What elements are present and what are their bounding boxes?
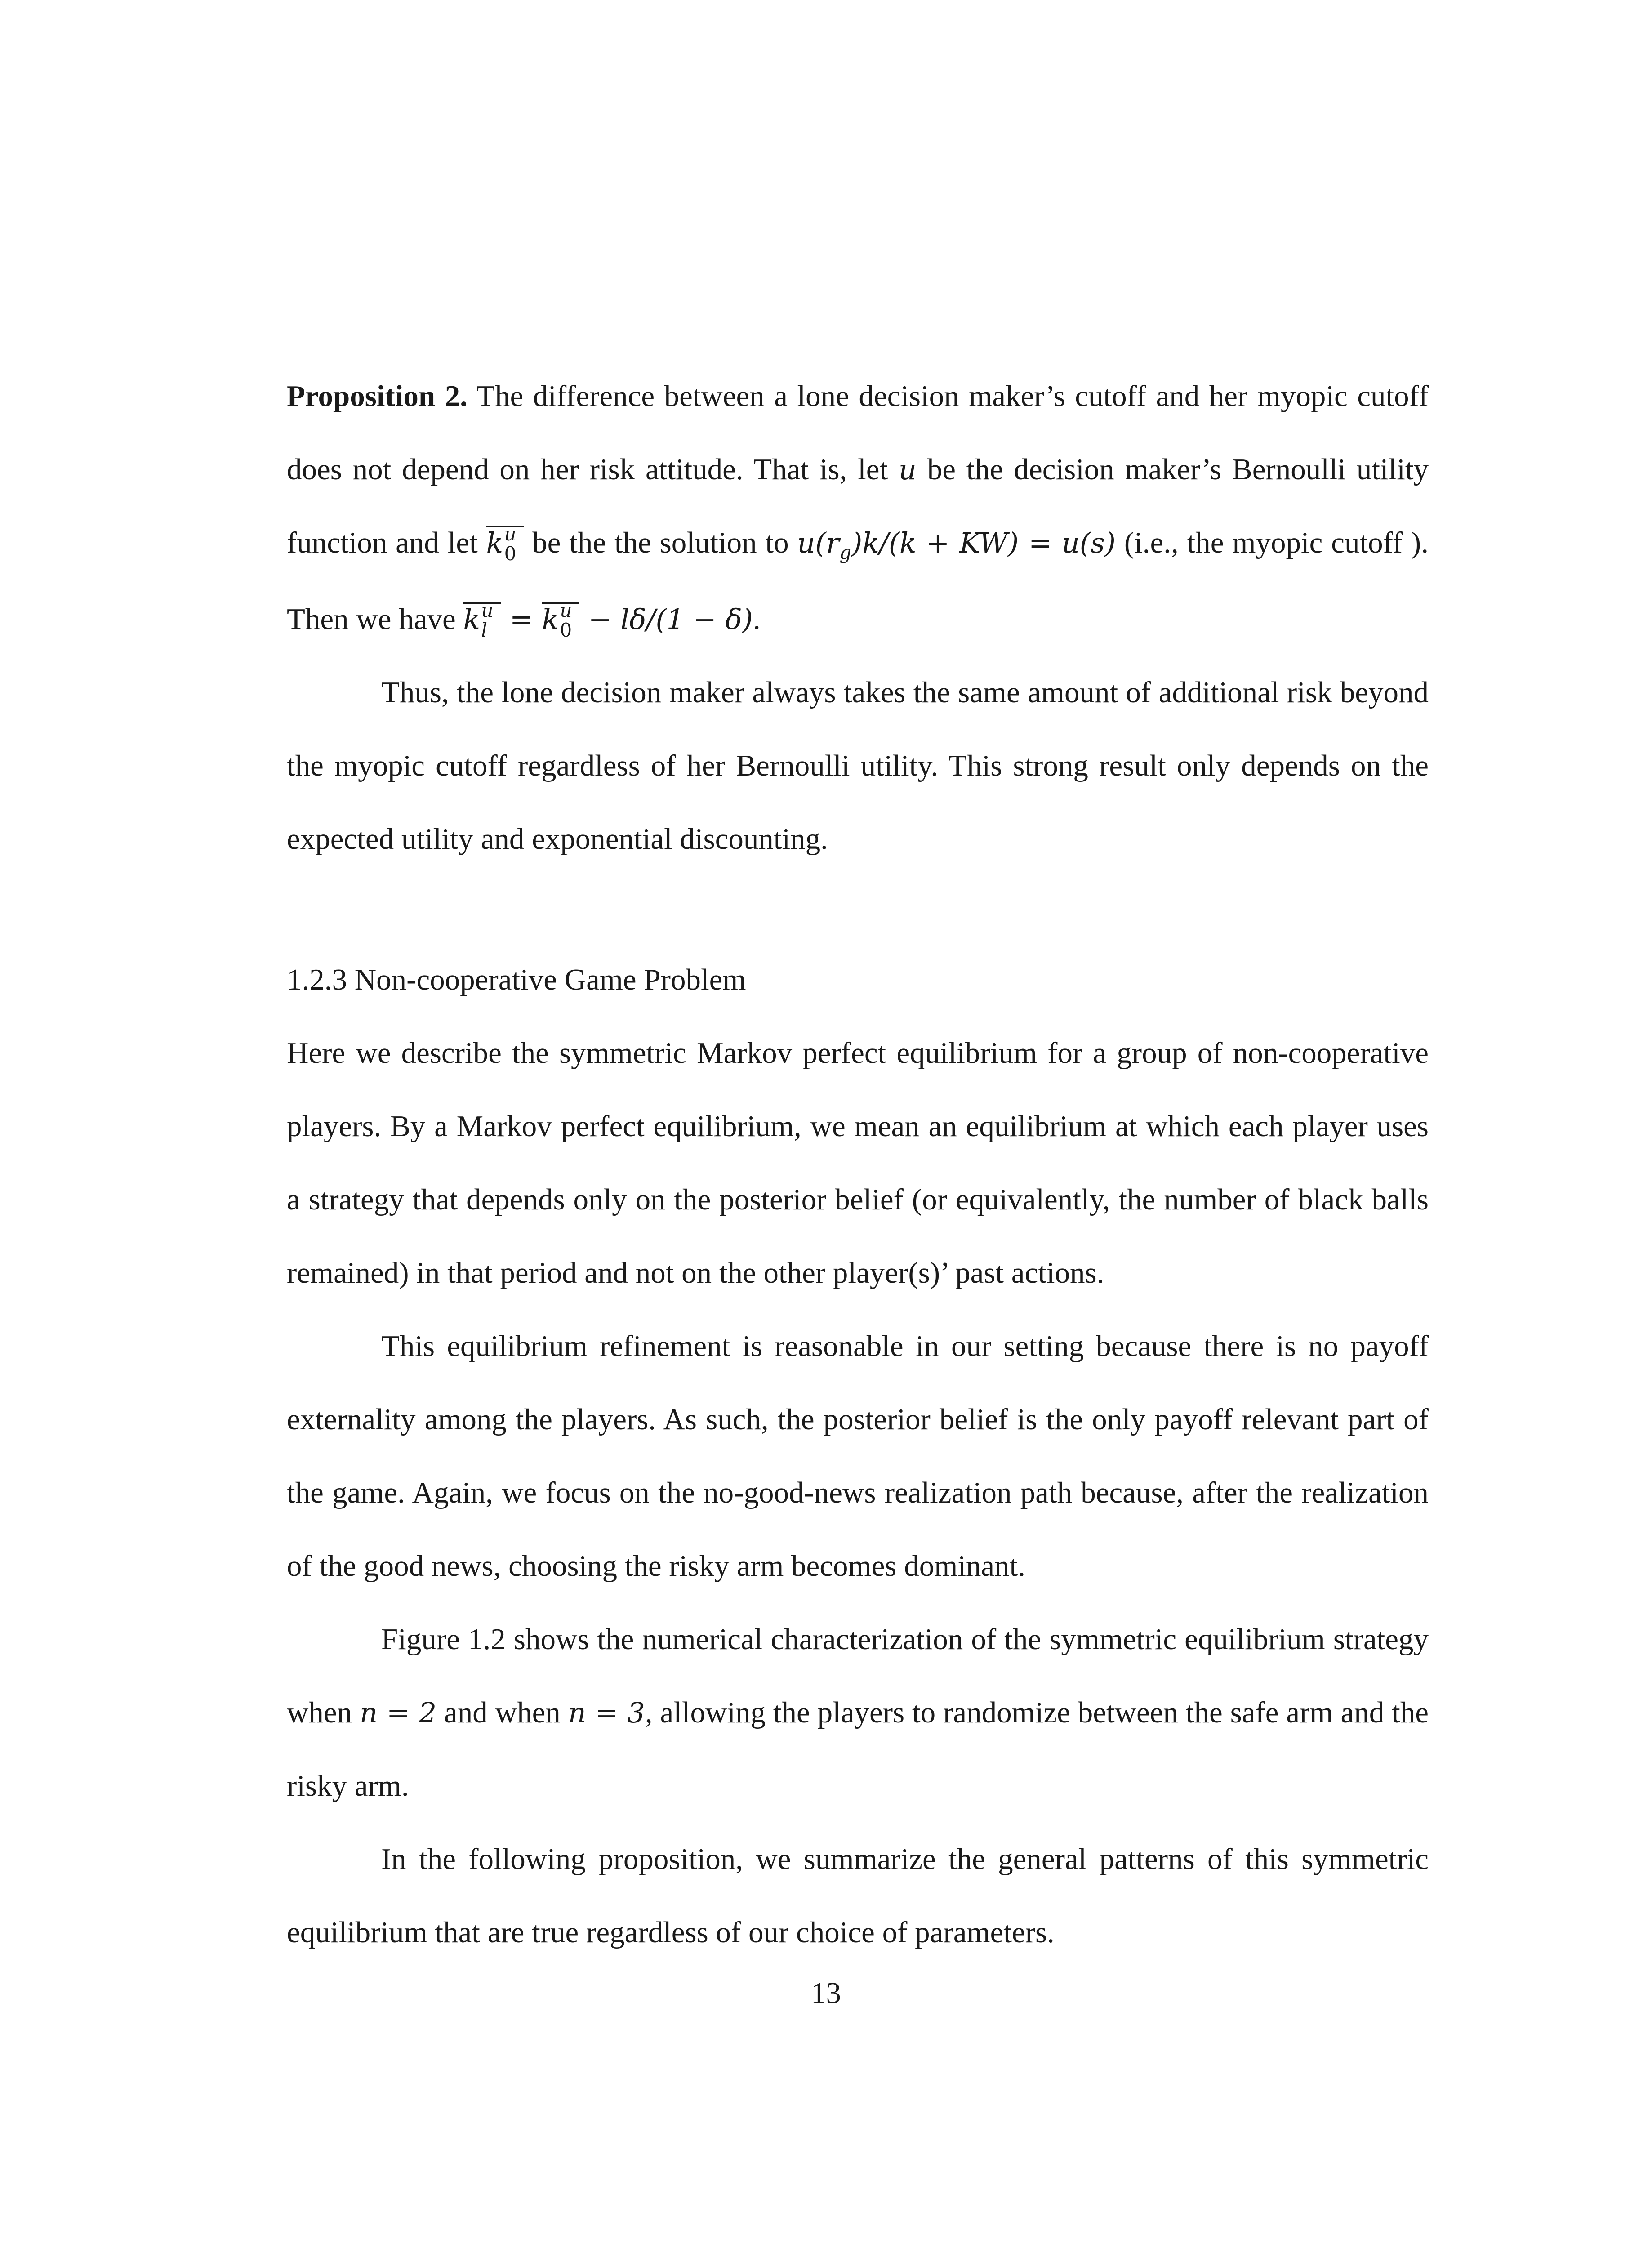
math-kl-sub: l	[481, 619, 487, 641]
proposition-label: Proposition 2.	[287, 379, 468, 413]
math-k0b-base: k	[542, 603, 559, 636]
math-kl-base: k	[463, 603, 481, 636]
math-k0-sub: 0	[504, 543, 517, 565]
math-k0b-bar	[542, 599, 579, 641]
paragraph-6: In the following proposition, we summarize the general patterns of this symmetric equilibrium that are true regardless of our choice of parameters.	[287, 1842, 1429, 1949]
math-k0b-sup: u	[560, 599, 572, 621]
proposition-text-3: be the the solution to	[524, 526, 797, 559]
math-eq-1b: )k/(k + KW) = u(s)	[851, 526, 1116, 559]
paragraph-2: Thus, the lone decision maker always takes the same amount of additional risk beyond the myopic cutoff regardless of her Bernoulli utility. This strong result only depends on the expected utility and exponential discounting.	[287, 676, 1429, 856]
proposition-text-5: .	[753, 602, 761, 636]
page-number: 13	[811, 1976, 841, 2010]
math-n-2: n = 2	[360, 1696, 437, 1729]
math-u: u	[898, 453, 917, 486]
proposition-text-4: (i.e., the myopic cutoff ). Then we have	[287, 526, 1429, 636]
proposition-text-2: be the decision maker’s Bernoulli utility function and let	[287, 453, 1429, 559]
math-eq-2: − lδ/(1 − δ)	[579, 603, 753, 636]
math-eq-1-sub: g	[839, 541, 852, 563]
paragraph-3: Here we describe the symmetric Markov perfect equilibrium for a group of non-cooperative players. By a Markov perfect equilibrium, we mean an equilibrium at which each player uses a strategy that depends only on the posterior belief (or equivalently, the number of black balls remained) in that period and not on the other player(s)’ past actions.	[287, 1036, 1429, 1289]
math-k0b-sub: 0	[560, 619, 572, 641]
paragraph-5-text-2: and when	[436, 1696, 568, 1729]
paragraph-5	[287, 1603, 1429, 1823]
paragraph-5-text-1: Figure 1.2 shows the numerical characterization of the symmetric equilibrium strategy when	[287, 1623, 1429, 1729]
math-k0-base: k	[486, 526, 503, 559]
math-kl-sup: u	[481, 599, 494, 621]
paragraph-4: This equilibrium refinement is reasonable in our setting because there is no payoff externality among the players. As such, the posterior belief is the only payoff relevant part of the game. Again, we focus on the no-good-news realization path because, after the realization of the good news, choosing the risky arm becomes dominant.	[287, 1329, 1429, 1583]
proposition-2	[287, 360, 1429, 656]
math-k0-bar	[486, 523, 524, 565]
paragraph-5-text-3: , allowing the players to randomize between the safe arm and the risky arm.	[287, 1696, 1429, 1802]
math-k0-sup: u	[504, 523, 517, 545]
section-heading: 1.2.3 Non-cooperative Game Problem	[287, 963, 746, 996]
math-equals: =	[501, 603, 542, 636]
body-text	[287, 360, 1429, 1969]
proposition-text-1: The difference between a lone decision maker’s cutoff and her myopic cutoff does not depend on her risk attitude. That is, let	[287, 379, 1429, 486]
math-kl-bar	[463, 599, 501, 641]
math-n-3: n = 3	[568, 1696, 645, 1729]
math-eq-1a: u(r	[797, 526, 840, 559]
section-spacer	[287, 876, 1429, 943]
